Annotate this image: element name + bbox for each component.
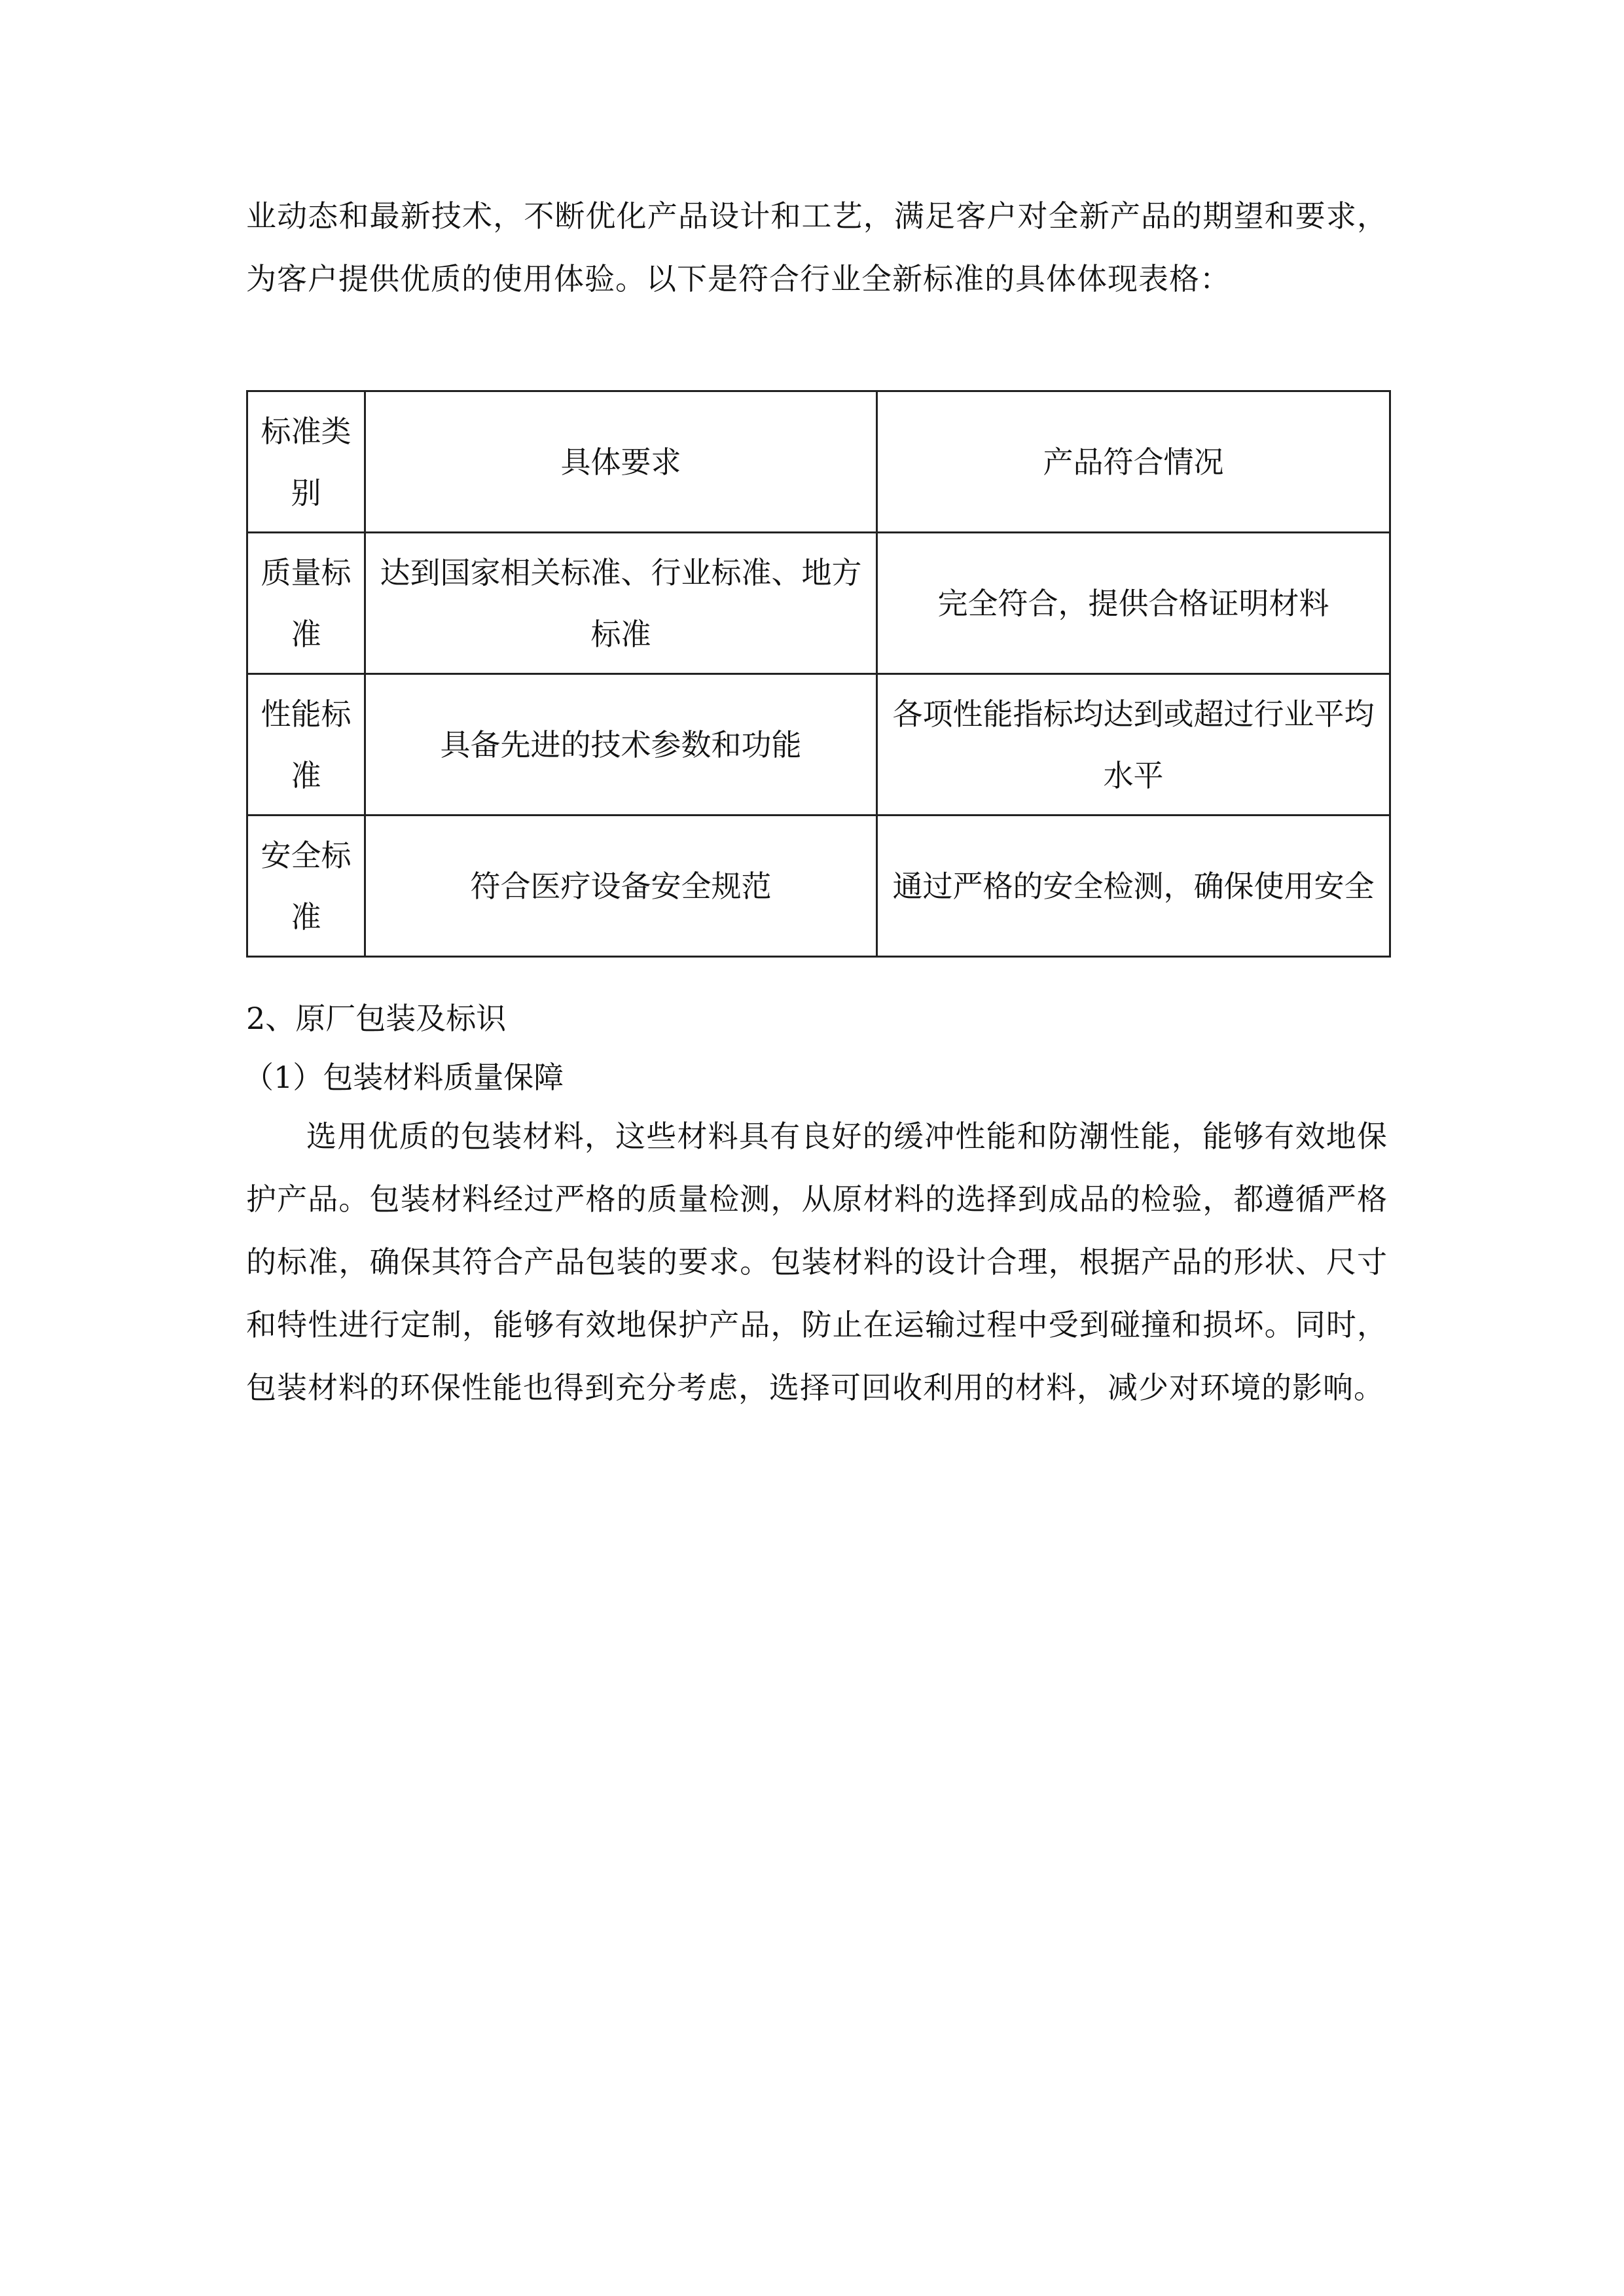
cell-compliance: 各项性能指标均达到或超过行业平均水平	[877, 674, 1390, 816]
intro-paragraph: 业动态和最新技术，不断优化产品设计和工艺，满足客户对全新产品的期望和要求，为客户提供优质的使用体验。以下是符合行业全新标准的具体体现表格：	[246, 198, 1388, 296]
table-header-row	[247, 391, 1390, 533]
packaging-paragraph: 选用优质的包装材料，这些材料具有良好的缓冲性能和防潮性能，能够有效地保护产品。包装材料经过严格的质量检测，从原材料的选择到成品的检验，都遵循严格的标准，确保其符合产品包装的要求。包装材料的设计合理，根据产品的形状、尺寸和特性进行定制，能够有效地保护产品，防止在运输过程中受到碰撞和损坏。同时，包装材料的环保性能也得到充分考虑，选择可回收利用的材料，减少对环境的影响。	[246, 1119, 1388, 1405]
table-row	[247, 533, 1390, 674]
cell-category: 质量标准	[247, 533, 365, 674]
table-row	[247, 816, 1390, 957]
table-row	[247, 674, 1390, 816]
section-heading: 2、原厂包装及标识	[246, 1001, 507, 1036]
cell-requirement: 达到国家相关标准、行业标准、地方标准	[365, 533, 877, 674]
section-subheading: （1）包装材料质量保障	[244, 1060, 564, 1095]
standards-table	[246, 390, 1391, 958]
header-cell-compliance: 产品符合情况	[877, 391, 1390, 533]
header-cell-requirement: 具体要求	[365, 391, 877, 533]
cell-compliance: 完全符合，提供合格证明材料	[877, 533, 1390, 674]
header-cell-category: 标准类别	[247, 391, 365, 533]
cell-category: 安全标准	[247, 816, 365, 957]
cell-category: 性能标准	[247, 674, 365, 816]
cell-requirement: 符合医疗设备安全规范	[365, 816, 877, 957]
cell-compliance: 通过严格的安全检测，确保使用安全	[877, 816, 1390, 957]
cell-requirement: 具备先进的技术参数和功能	[365, 674, 877, 816]
